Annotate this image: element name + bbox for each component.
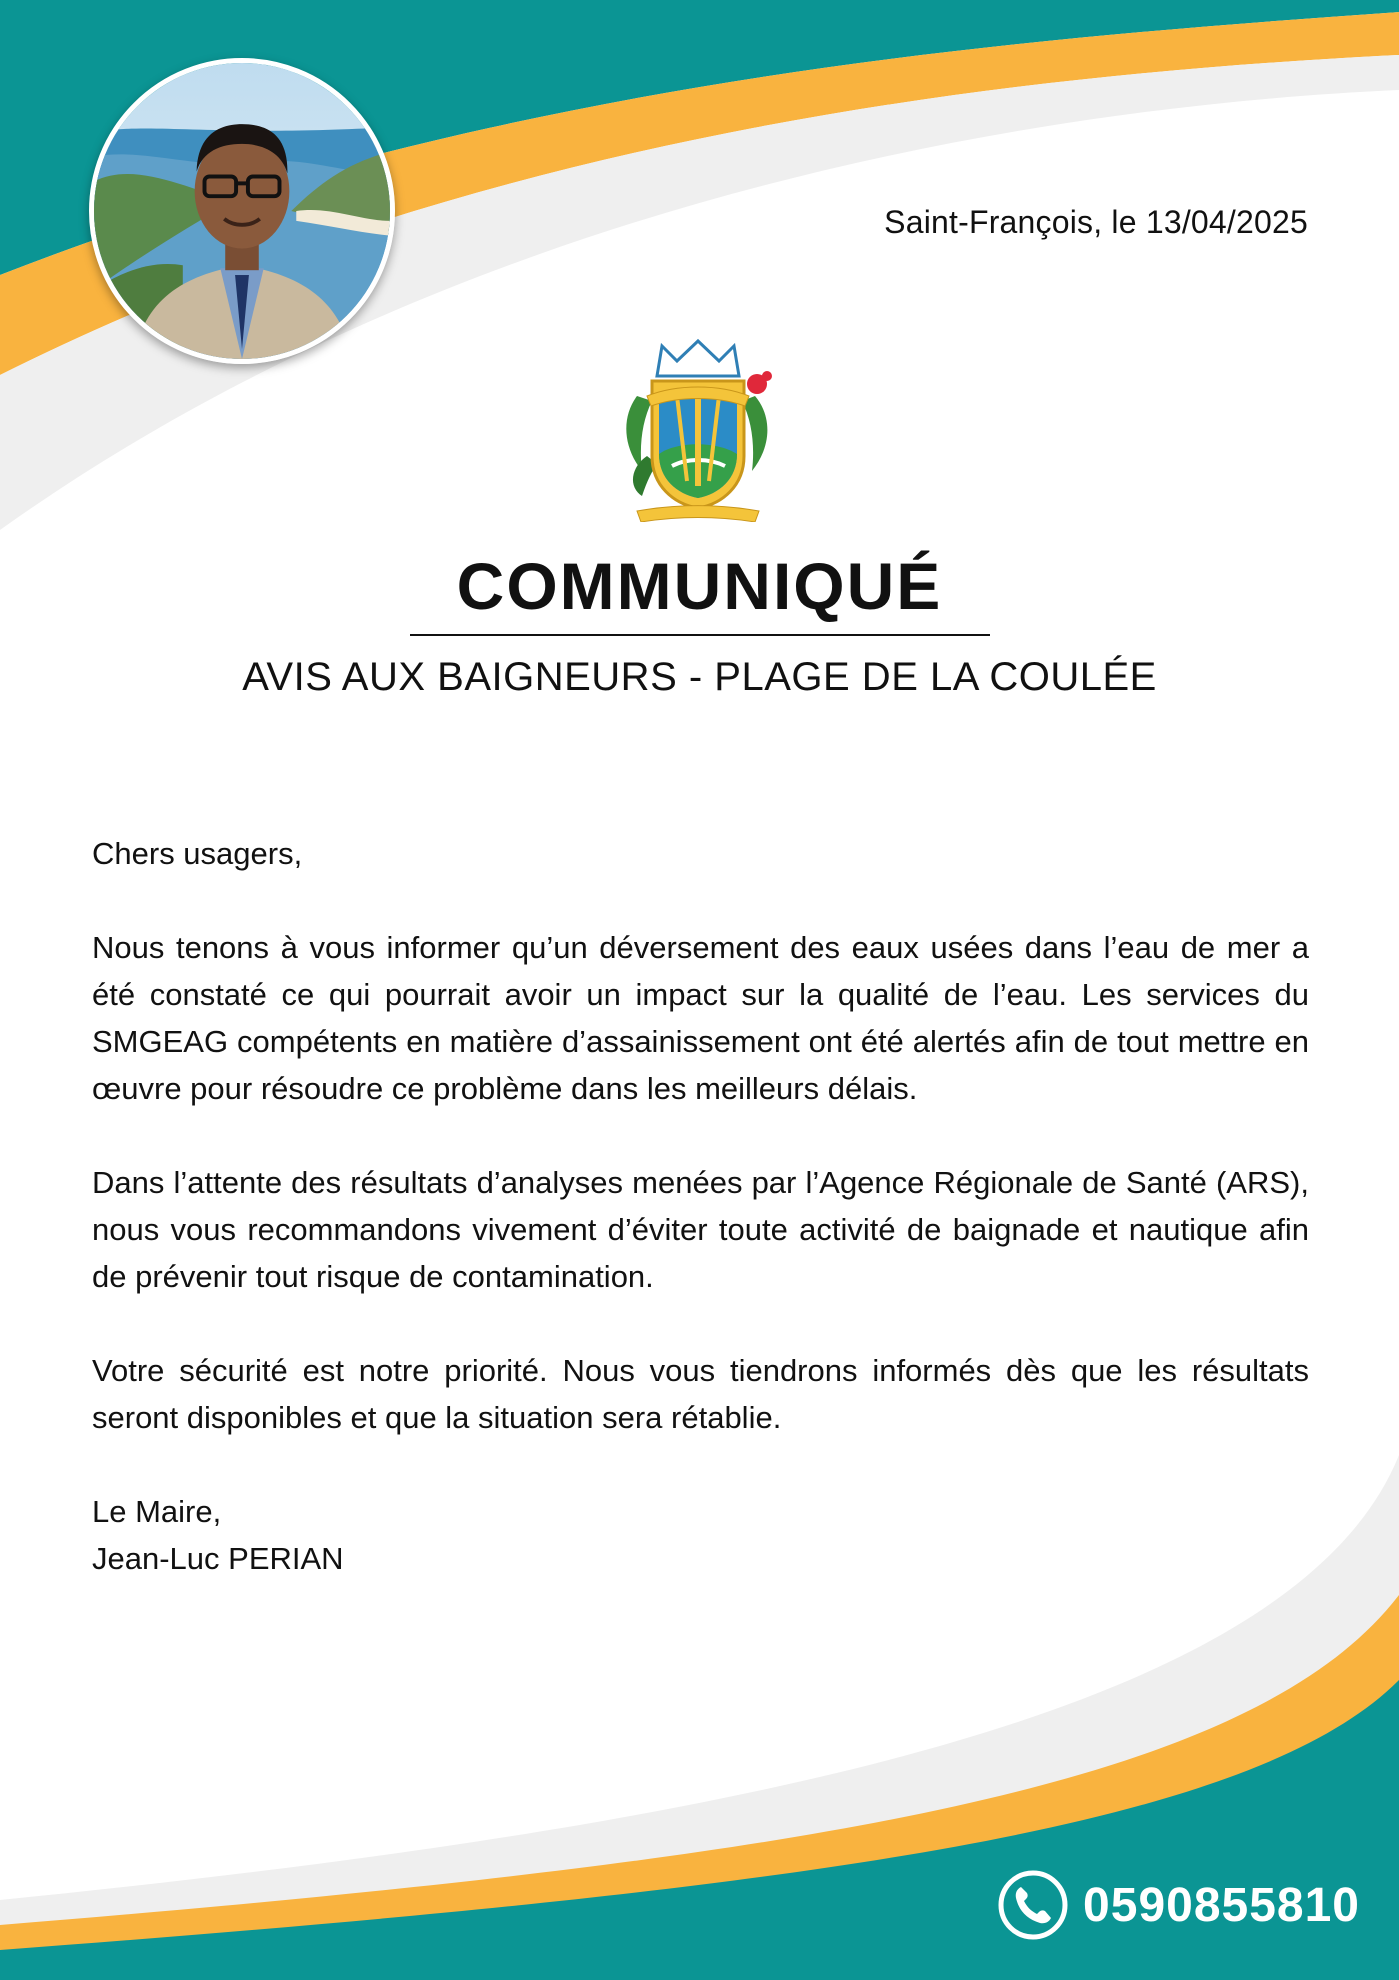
paragraph-1: Nous tenons à vous informer qu’un déversement des eaux usées dans l’eau de mer a été constaté ce qui pourrait avoir un impact sur la qualité de l’eau. Les services du SMGEAG compétents en matière d’assainissement ont été alertés afin de tout mettre en œuvre pour résoudre ce problème dans les meilleurs délais.: [92, 930, 1309, 1106]
page-title: COMMUNIQUÉ: [456, 549, 943, 623]
letter-body: [92, 830, 1309, 1582]
municipal-coat-of-arms-icon: [617, 336, 779, 522]
phone-icon: [997, 1869, 1069, 1941]
date-line: Saint-François, le 13/04/2025: [884, 204, 1308, 240]
paragraph-2: Dans l’attente des résultats d’analyses menées par l’Agence Régionale de Santé (ARS), nous vous recommandons vivement d’éviter toute activité de baignade et nautique afin de prévenir tout risque de contamination.: [92, 1165, 1309, 1294]
greeting: Chers usagers,: [92, 836, 303, 871]
page-subtitle: AVIS AUX BAIGNEURS - PLAGE DE LA COULÉE: [242, 655, 1157, 699]
portrait-image: [94, 63, 390, 359]
paragraph-3: Votre sécurité est notre priorité. Nous vous tiendrons informés dès que les résultats seront disponibles et que la situation sera rétablie.: [92, 1353, 1309, 1435]
signature-name: Jean-Luc PERIAN: [92, 1541, 344, 1576]
mayor-portrait: [89, 58, 395, 364]
phone-contact: [997, 1865, 1360, 1945]
title-underline: [410, 634, 990, 636]
phone-number: 0590855810: [1083, 1878, 1360, 1932]
signature-role: Le Maire,: [92, 1494, 222, 1529]
